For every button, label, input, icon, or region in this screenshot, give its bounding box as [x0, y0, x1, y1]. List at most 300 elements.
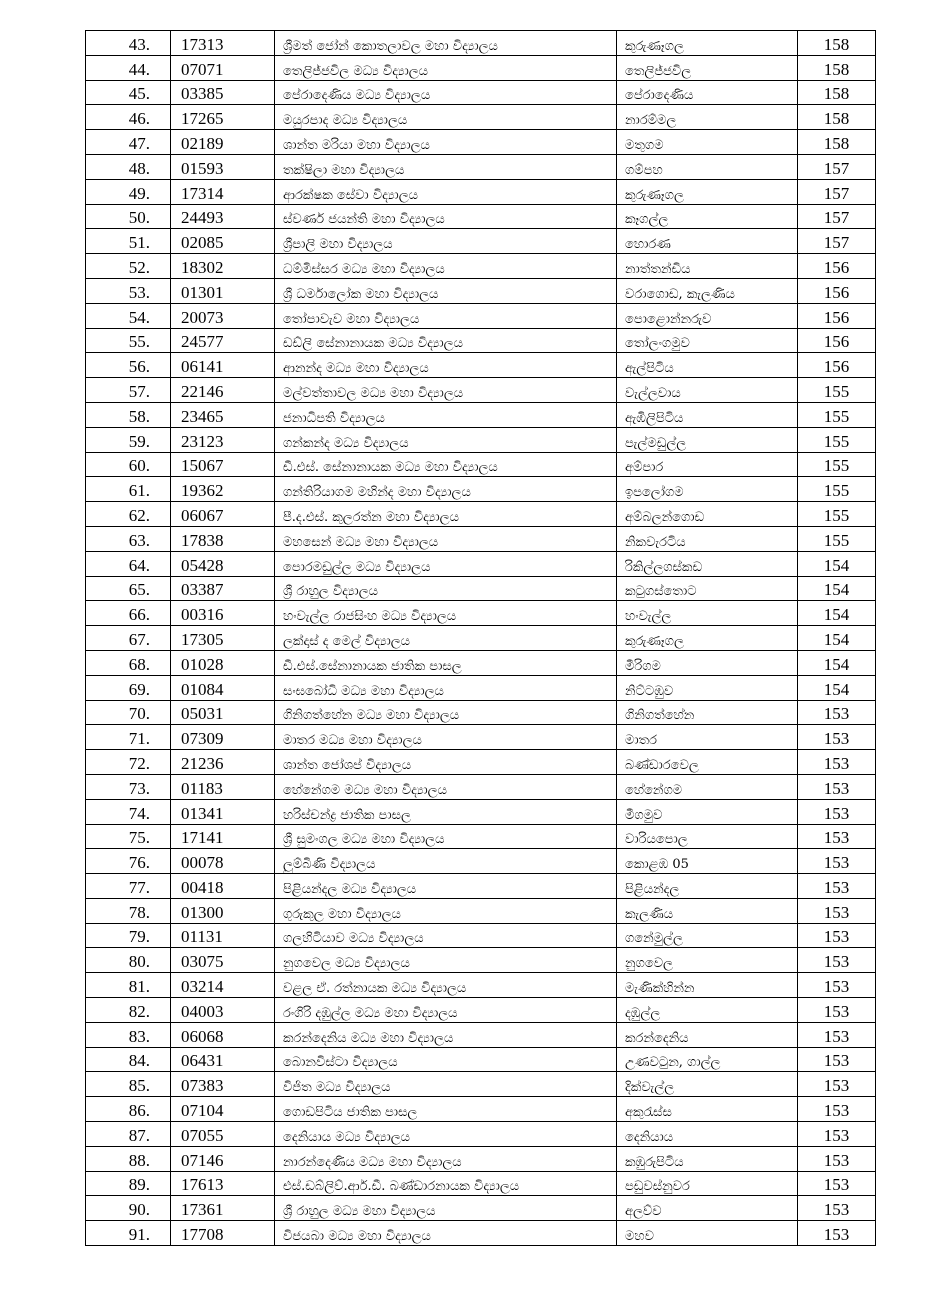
row-number-cell — [86, 105, 171, 130]
row-number-cell — [86, 824, 171, 849]
school-code-text: 17265 — [181, 109, 224, 129]
row-number-text: 71. — [128, 729, 150, 749]
table-row — [86, 1171, 876, 1196]
school-code-text: 03385 — [181, 84, 224, 104]
score-text: 153 — [823, 1101, 850, 1121]
school-code-cell — [171, 452, 275, 477]
school-name-text: පී.ද.එස්. කුලරත්න මහා විද්‍යාලය — [283, 509, 459, 525]
school-name-text: ශ්‍රී සුමංගල මධ්‍ය මහා විද්‍යාලය — [283, 832, 445, 848]
table-row — [86, 526, 876, 551]
score-cell — [798, 1146, 876, 1171]
town-text: කැලණිය — [625, 906, 674, 922]
town-text: පිළියන්දල — [625, 881, 680, 897]
row-number-text: 75. — [128, 828, 150, 848]
score-cell — [798, 254, 876, 279]
school-name-text: වළල ඒ. රත්නායක මධ්‍ය විද්‍යාලය — [283, 981, 467, 997]
town-text: කුරුණෑගල — [625, 633, 684, 649]
town-text: හංවැල්ල — [625, 609, 672, 625]
town-cell — [617, 1047, 798, 1072]
row-number-text: 49. — [128, 183, 150, 203]
town-text: පැල්මඩුල්ල — [625, 435, 687, 451]
score-cell — [798, 1022, 876, 1047]
score-cell — [798, 130, 876, 155]
school-name-cell — [275, 1196, 617, 1221]
score-text: 153 — [823, 729, 850, 749]
school-name-cell — [275, 973, 617, 998]
table-row — [86, 477, 876, 502]
table-row — [86, 1146, 876, 1171]
school-code-text: 02189 — [181, 133, 224, 153]
row-number-text: 66. — [128, 605, 150, 625]
row-number-text: 81. — [128, 977, 150, 997]
school-name-text: ශ්‍රී රාහුල විද්‍යාලය — [283, 584, 378, 600]
school-name-text: ආරක්ෂක සේවා විද්‍යාලය — [283, 187, 418, 203]
school-code-text: 20073 — [181, 307, 224, 327]
score-text: 153 — [823, 1150, 850, 1170]
town-cell — [617, 849, 798, 874]
row-number-cell — [86, 328, 171, 353]
school-code-cell — [171, 774, 275, 799]
score-text: 155 — [823, 530, 850, 550]
table-row — [86, 402, 876, 427]
school-code-cell — [171, 898, 275, 923]
town-text: හේනේගම — [625, 782, 683, 798]
row-number-text: 48. — [128, 158, 150, 178]
score-cell — [798, 675, 876, 700]
school-code-text: 23123 — [181, 431, 224, 451]
school-name-text: තෝපාවැව මහා විද්‍යාලය — [283, 311, 420, 327]
score-text: 158 — [823, 59, 850, 79]
town-text: කෑගල්ල — [625, 212, 669, 228]
score-text: 153 — [823, 1125, 850, 1145]
school-name-cell — [275, 402, 617, 427]
town-text: හොරණ — [625, 237, 671, 253]
row-number-cell — [86, 898, 171, 923]
school-code-cell — [171, 948, 275, 973]
town-cell — [617, 254, 798, 279]
school-code-cell — [171, 1097, 275, 1122]
school-name-cell — [275, 303, 617, 328]
town-text: ගනේමුල්ල — [625, 931, 683, 947]
row-number-text: 46. — [128, 109, 150, 129]
school-name-cell — [275, 502, 617, 527]
score-text: 153 — [823, 1200, 850, 1220]
town-cell — [617, 601, 798, 626]
row-number-text: 52. — [128, 257, 150, 277]
row-number-text: 79. — [128, 927, 150, 947]
row-number-text: 47. — [128, 133, 150, 153]
score-text: 154 — [823, 555, 850, 575]
school-name-cell — [275, 328, 617, 353]
row-number-cell — [86, 452, 171, 477]
school-code-cell — [171, 1122, 275, 1147]
score-text: 158 — [823, 84, 850, 104]
row-number-cell — [86, 402, 171, 427]
score-cell — [798, 750, 876, 775]
town-text: නාත්තන්ඩිය — [625, 261, 691, 277]
table-row — [86, 923, 876, 948]
school-name-text: ලක්දාස් ද මෙල් විද්‍යාලය — [283, 633, 411, 649]
table-row — [86, 973, 876, 998]
school-name-cell — [275, 725, 617, 750]
town-text: නාරම්මල — [625, 113, 677, 129]
score-text: 156 — [823, 282, 850, 302]
row-number-text: 67. — [128, 629, 150, 649]
score-cell — [798, 998, 876, 1023]
table-row — [86, 799, 876, 824]
town-text: නිට්ටඹුව — [625, 683, 674, 699]
score-text: 155 — [823, 505, 850, 525]
row-number-cell — [86, 874, 171, 899]
school-name-text: ගන්තිරියාගම මහින්ද මහා විද්‍යාලය — [283, 485, 471, 501]
school-code-text: 06067 — [181, 505, 224, 525]
row-number-text: 58. — [128, 406, 150, 426]
town-cell — [617, 1122, 798, 1147]
school-name-cell — [275, 700, 617, 725]
school-name-cell — [275, 1171, 617, 1196]
score-cell — [798, 774, 876, 799]
table-row — [86, 948, 876, 973]
row-number-cell — [86, 303, 171, 328]
town-cell — [617, 328, 798, 353]
school-name-cell — [275, 1047, 617, 1072]
school-name-cell — [275, 254, 617, 279]
town-text: කරන්දෙනිය — [625, 1030, 689, 1046]
row-number-cell — [86, 427, 171, 452]
town-text: ඇල්පිටිය — [625, 361, 674, 377]
town-cell — [617, 750, 798, 775]
row-number-text: 44. — [128, 59, 150, 79]
town-cell — [617, 427, 798, 452]
score-cell — [798, 427, 876, 452]
town-cell — [617, 700, 798, 725]
school-code-text: 17313 — [181, 34, 224, 54]
score-text: 154 — [823, 629, 850, 649]
school-code-text: 00078 — [181, 853, 224, 873]
school-code-cell — [171, 254, 275, 279]
town-text: නුගවෙල — [625, 956, 673, 972]
school-code-text: 21236 — [181, 753, 224, 773]
score-text: 153 — [823, 1225, 850, 1245]
town-text: මාතර — [625, 733, 658, 749]
town-text: තෙලිජ්ජවිල — [625, 63, 692, 79]
town-text: දික්වැල්ල — [625, 1080, 675, 1096]
row-number-cell — [86, 923, 171, 948]
school-name-text: ජනාධිපති විද්‍යාලය — [283, 410, 385, 426]
table-row — [86, 502, 876, 527]
school-code-cell — [171, 229, 275, 254]
school-code-cell — [171, 31, 275, 56]
score-cell — [798, 626, 876, 651]
row-number-text: 72. — [128, 753, 150, 773]
school-name-text: පොරමඩුල්ල මධ්‍ය විද්‍යාලය — [283, 559, 431, 575]
school-code-text: 01341 — [181, 803, 224, 823]
score-text: 156 — [823, 257, 850, 277]
score-cell — [798, 849, 876, 874]
table-row — [86, 229, 876, 254]
town-cell — [617, 774, 798, 799]
school-name-cell — [275, 105, 617, 130]
row-number-text: 80. — [128, 952, 150, 972]
score-cell — [798, 799, 876, 824]
school-code-cell — [171, 675, 275, 700]
row-number-cell — [86, 477, 171, 502]
school-name-cell — [275, 204, 617, 229]
school-name-cell — [275, 55, 617, 80]
school-code-text: 06068 — [181, 1026, 224, 1046]
school-code-text: 17141 — [181, 828, 224, 848]
town-cell — [617, 1196, 798, 1221]
town-cell — [617, 1221, 798, 1246]
row-number-cell — [86, 799, 171, 824]
table-row — [86, 874, 876, 899]
town-text: කඹුරුපිටිය — [625, 1154, 684, 1170]
school-code-cell — [171, 80, 275, 105]
town-cell — [617, 1022, 798, 1047]
school-code-text: 03214 — [181, 977, 224, 997]
score-cell — [798, 1122, 876, 1147]
school-code-text: 01301 — [181, 282, 224, 302]
score-cell — [798, 303, 876, 328]
row-number-cell — [86, 204, 171, 229]
table-row — [86, 998, 876, 1023]
school-name-cell — [275, 601, 617, 626]
town-cell — [617, 551, 798, 576]
school-code-text: 01593 — [181, 158, 224, 178]
score-cell — [798, 477, 876, 502]
score-cell — [798, 973, 876, 998]
school-name-cell — [275, 898, 617, 923]
town-cell — [617, 626, 798, 651]
school-code-text: 07055 — [181, 1125, 224, 1145]
school-code-text: 05428 — [181, 555, 224, 575]
school-code-text: 04003 — [181, 1001, 224, 1021]
table-row — [86, 303, 876, 328]
school-code-cell — [171, 130, 275, 155]
town-text: අකුරැස්ස — [625, 1105, 672, 1121]
school-name-cell — [275, 576, 617, 601]
school-code-text: 07071 — [181, 59, 224, 79]
school-name-text: ශ්‍රී ධර්මාලෝක මහා විද්‍යාලය — [283, 286, 439, 302]
score-text: 154 — [823, 605, 850, 625]
score-cell — [798, 229, 876, 254]
school-name-cell — [275, 130, 617, 155]
score-cell — [798, 576, 876, 601]
town-cell — [617, 898, 798, 923]
school-name-cell — [275, 824, 617, 849]
school-code-cell — [171, 1047, 275, 1072]
score-cell — [798, 948, 876, 973]
school-code-cell — [171, 626, 275, 651]
row-number-cell — [86, 601, 171, 626]
row-number-text: 82. — [128, 1001, 150, 1021]
school-name-cell — [275, 378, 617, 403]
row-number-text: 84. — [128, 1051, 150, 1071]
row-number-cell — [86, 675, 171, 700]
school-code-text: 03075 — [181, 952, 224, 972]
row-number-cell — [86, 948, 171, 973]
row-number-text: 70. — [128, 704, 150, 724]
town-text: මතුගම — [625, 137, 664, 153]
row-number-text: 43. — [128, 34, 150, 54]
town-cell — [617, 1097, 798, 1122]
row-number-text: 65. — [128, 580, 150, 600]
table-row — [86, 1047, 876, 1072]
town-text: ගම්පහ — [625, 162, 663, 178]
town-cell — [617, 650, 798, 675]
row-number-cell — [86, 1022, 171, 1047]
table-row — [86, 750, 876, 775]
town-cell — [617, 675, 798, 700]
town-text: වරාගොඩ, කැලණිය — [625, 286, 735, 302]
table-row — [86, 774, 876, 799]
row-number-cell — [86, 353, 171, 378]
town-cell — [617, 31, 798, 56]
row-number-cell — [86, 502, 171, 527]
school-code-text: 23465 — [181, 406, 224, 426]
school-name-text: ගුරුකුල මහා විද්‍යාලය — [283, 906, 401, 922]
town-cell — [617, 1171, 798, 1196]
school-name-text: දෙනියාය මධ්‍ය විද්‍යාලය — [283, 1129, 410, 1145]
school-code-cell — [171, 923, 275, 948]
table-row — [86, 31, 876, 56]
town-text: පොළොන්නරුව — [625, 311, 712, 327]
school-code-cell — [171, 700, 275, 725]
row-number-text: 56. — [128, 357, 150, 377]
school-code-text: 19362 — [181, 481, 224, 501]
school-code-cell — [171, 998, 275, 1023]
score-cell — [798, 378, 876, 403]
table-row — [86, 278, 876, 303]
town-cell — [617, 55, 798, 80]
score-text: 157 — [823, 158, 850, 178]
town-cell — [617, 378, 798, 403]
town-cell — [617, 874, 798, 899]
school-code-cell — [171, 576, 275, 601]
school-name-cell — [275, 1072, 617, 1097]
school-code-cell — [171, 204, 275, 229]
town-cell — [617, 154, 798, 179]
table-row — [86, 55, 876, 80]
row-number-text: 86. — [128, 1101, 150, 1121]
score-text: 157 — [823, 208, 850, 228]
score-cell — [798, 923, 876, 948]
row-number-text: 60. — [128, 456, 150, 476]
school-name-cell — [275, 551, 617, 576]
school-code-text: 03387 — [181, 580, 224, 600]
school-name-text: හේනේගම මධ්‍ය මහා විද්‍යාලය — [283, 782, 447, 798]
score-text: 156 — [823, 332, 850, 352]
score-cell — [798, 502, 876, 527]
school-name-cell — [275, 1122, 617, 1147]
score-text: 153 — [823, 902, 850, 922]
row-number-text: 69. — [128, 679, 150, 699]
row-number-cell — [86, 378, 171, 403]
school-name-cell — [275, 998, 617, 1023]
town-cell — [617, 526, 798, 551]
school-name-text: තෙලිජ්ජවිල මධ්‍ය විද්‍යාලය — [283, 63, 429, 79]
school-code-cell — [171, 502, 275, 527]
school-name-cell — [275, 948, 617, 973]
school-code-text: 07383 — [181, 1076, 224, 1096]
score-cell — [798, 31, 876, 56]
score-text: 153 — [823, 704, 850, 724]
school-code-text: 17838 — [181, 530, 224, 550]
row-number-cell — [86, 1047, 171, 1072]
row-number-text: 62. — [128, 505, 150, 525]
school-name-text: හංවැල්ල රාජසිංහ මධ්‍ය විද්‍යාලය — [283, 609, 457, 625]
town-text: වාරියපොල — [625, 832, 688, 848]
score-text: 153 — [823, 803, 850, 823]
score-cell — [798, 824, 876, 849]
school-name-cell — [275, 427, 617, 452]
school-name-text: ආනන්ද මධ්‍ය මහා විද්‍යාලය — [283, 361, 429, 377]
school-name-text: ස්වර්ණ ජයන්ති මහා විද්‍යාලය — [283, 212, 445, 228]
school-name-text: විජිත මධ්‍ය විද්‍යාලය — [283, 1080, 391, 1096]
school-code-cell — [171, 154, 275, 179]
school-code-cell — [171, 353, 275, 378]
school-name-cell — [275, 1097, 617, 1122]
row-number-text: 68. — [128, 654, 150, 674]
score-cell — [798, 55, 876, 80]
school-name-cell — [275, 80, 617, 105]
school-code-text: 02085 — [181, 233, 224, 253]
row-number-cell — [86, 626, 171, 651]
school-code-text: 06431 — [181, 1051, 224, 1071]
score-cell — [798, 328, 876, 353]
score-text: 153 — [823, 1175, 850, 1195]
town-text: අලව්ව — [625, 1204, 662, 1220]
school-code-text: 17305 — [181, 629, 224, 649]
school-code-cell — [171, 650, 275, 675]
table-row — [86, 204, 876, 229]
town-cell — [617, 502, 798, 527]
town-cell — [617, 204, 798, 229]
row-number-cell — [86, 998, 171, 1023]
school-code-cell — [171, 1196, 275, 1221]
row-number-text: 51. — [128, 233, 150, 253]
school-name-text: ශ්‍රීමත් ජෝන් කොතලාවල මහා විද්‍යාලය — [283, 38, 498, 54]
school-name-cell — [275, 353, 617, 378]
school-code-text: 01028 — [181, 654, 224, 674]
school-code-cell — [171, 750, 275, 775]
school-name-cell — [275, 229, 617, 254]
school-code-text: 24493 — [181, 208, 224, 228]
school-name-cell — [275, 179, 617, 204]
school-name-cell — [275, 526, 617, 551]
town-cell — [617, 973, 798, 998]
row-number-text: 59. — [128, 431, 150, 451]
score-cell — [798, 650, 876, 675]
school-code-text: 17314 — [181, 183, 224, 203]
table-row — [86, 179, 876, 204]
score-cell — [798, 452, 876, 477]
table-row — [86, 700, 876, 725]
row-number-cell — [86, 179, 171, 204]
school-code-text: 01300 — [181, 902, 224, 922]
school-name-cell — [275, 477, 617, 502]
school-name-text: ගිනිගත්හේන මධ්‍ය මහා විද්‍යාලය — [283, 708, 460, 724]
row-number-text: 63. — [128, 530, 150, 550]
row-number-text: 54. — [128, 307, 150, 327]
school-code-cell — [171, 601, 275, 626]
table-row — [86, 130, 876, 155]
row-number-text: 85. — [128, 1076, 150, 1096]
school-code-cell — [171, 725, 275, 750]
school-code-text: 22146 — [181, 381, 224, 401]
table-row — [86, 824, 876, 849]
row-number-cell — [86, 254, 171, 279]
